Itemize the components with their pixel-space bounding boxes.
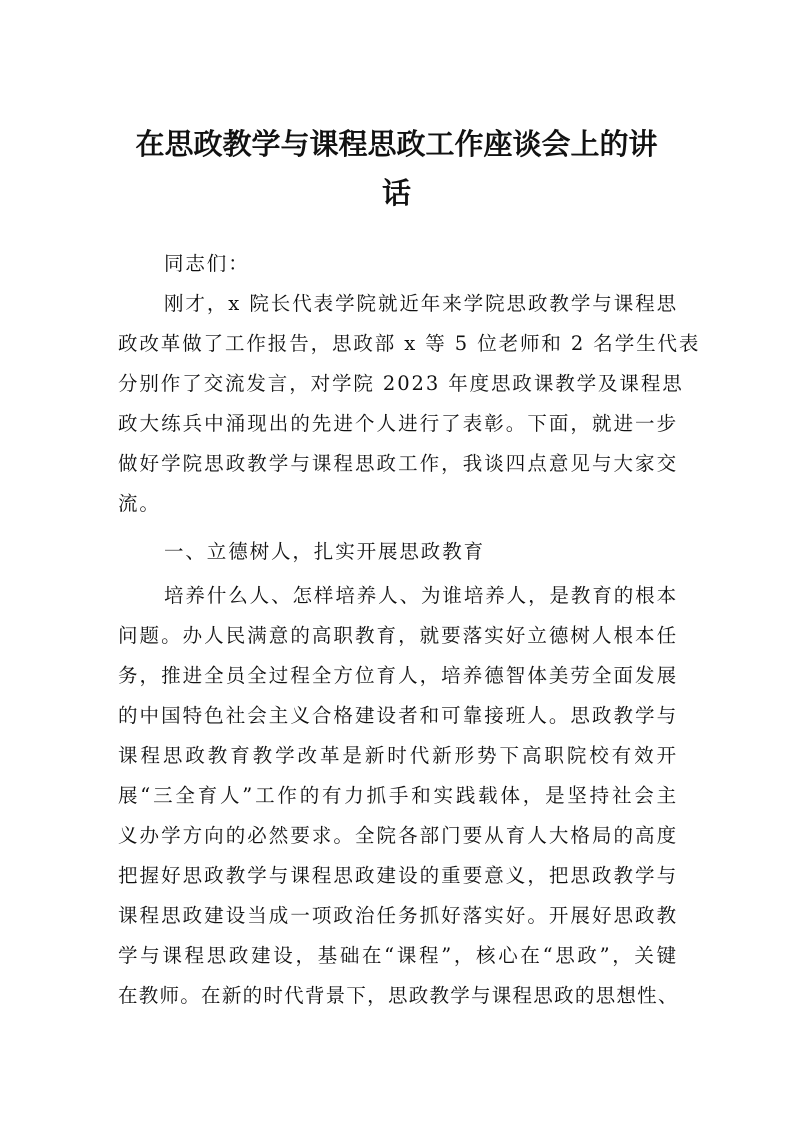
paragraph-2-line-3: 务，推进全员全过程全方位育人，培养德智体美劳全面发展: [118, 664, 678, 687]
paragraph-1-line-2: 政改革做了工作报告，思政部 x 等 5 位老师和 2 名学生代表: [118, 332, 701, 355]
paragraph-2-line-4: 的中国特色社会主义合格建设者和可靠接班人。思政教学与: [118, 704, 678, 727]
paragraph-1-line-4: 政大练兵中涌现出的先进个人进行了表彰。下面，就进一步: [118, 412, 678, 435]
paragraph-1-line-5: 做好学院思政教学与课程思政工作，我谈四点意见与大家交: [118, 452, 678, 475]
section-heading-1: 一、立德树人，扎实开展思政教育: [164, 540, 486, 563]
document-title-line-1: 在思政教学与课程思政工作座谈会上的讲: [135, 127, 658, 161]
paragraph-1-line-6: 流。: [118, 492, 161, 515]
paragraph-2-line-2: 问题。办人民满意的高职教育，就要落实好立德树人根本任: [118, 624, 678, 647]
paragraph-2-line-5: 课程思政教育教学改革是新时代新形势下高职院校有效开: [118, 744, 678, 767]
paragraph-2-line-9: 课程思政建设当成一项政治任务抓好落实好。开展好思政教: [118, 904, 678, 927]
salutation: 同志们：: [164, 252, 250, 275]
paragraph-1-line-1: 刚才，x 院长代表学院就近年来学院思政教学与课程思: [164, 292, 678, 315]
paragraph-2-line-10: 学与课程思政建设，基础在“课程”，核心在“思政”，关键: [118, 944, 678, 967]
paragraph-1-line-3: 分别作了交流发言，对学院 2023 年度思政课教学及课程思: [118, 372, 684, 395]
paragraph-2-line-7: 义办学方向的必然要求。全院各部门要从育人大格局的高度: [118, 824, 678, 847]
paragraph-2-line-8: 把握好思政教学与课程思政建设的重要意义，把思政教学与: [118, 864, 678, 887]
document-title-line-2: 话: [381, 176, 411, 210]
paragraph-2-line-11: 在教师。在新的时代背景下，思政教学与课程思政的思想性、: [118, 984, 678, 1007]
paragraph-2-line-1: 培养什么人、怎样培养人、为谁培养人，是教育的根本: [164, 584, 678, 607]
paragraph-2-line-6: 展“三全育人”工作的有力抓手和实践载体，是坚持社会主: [118, 784, 678, 807]
